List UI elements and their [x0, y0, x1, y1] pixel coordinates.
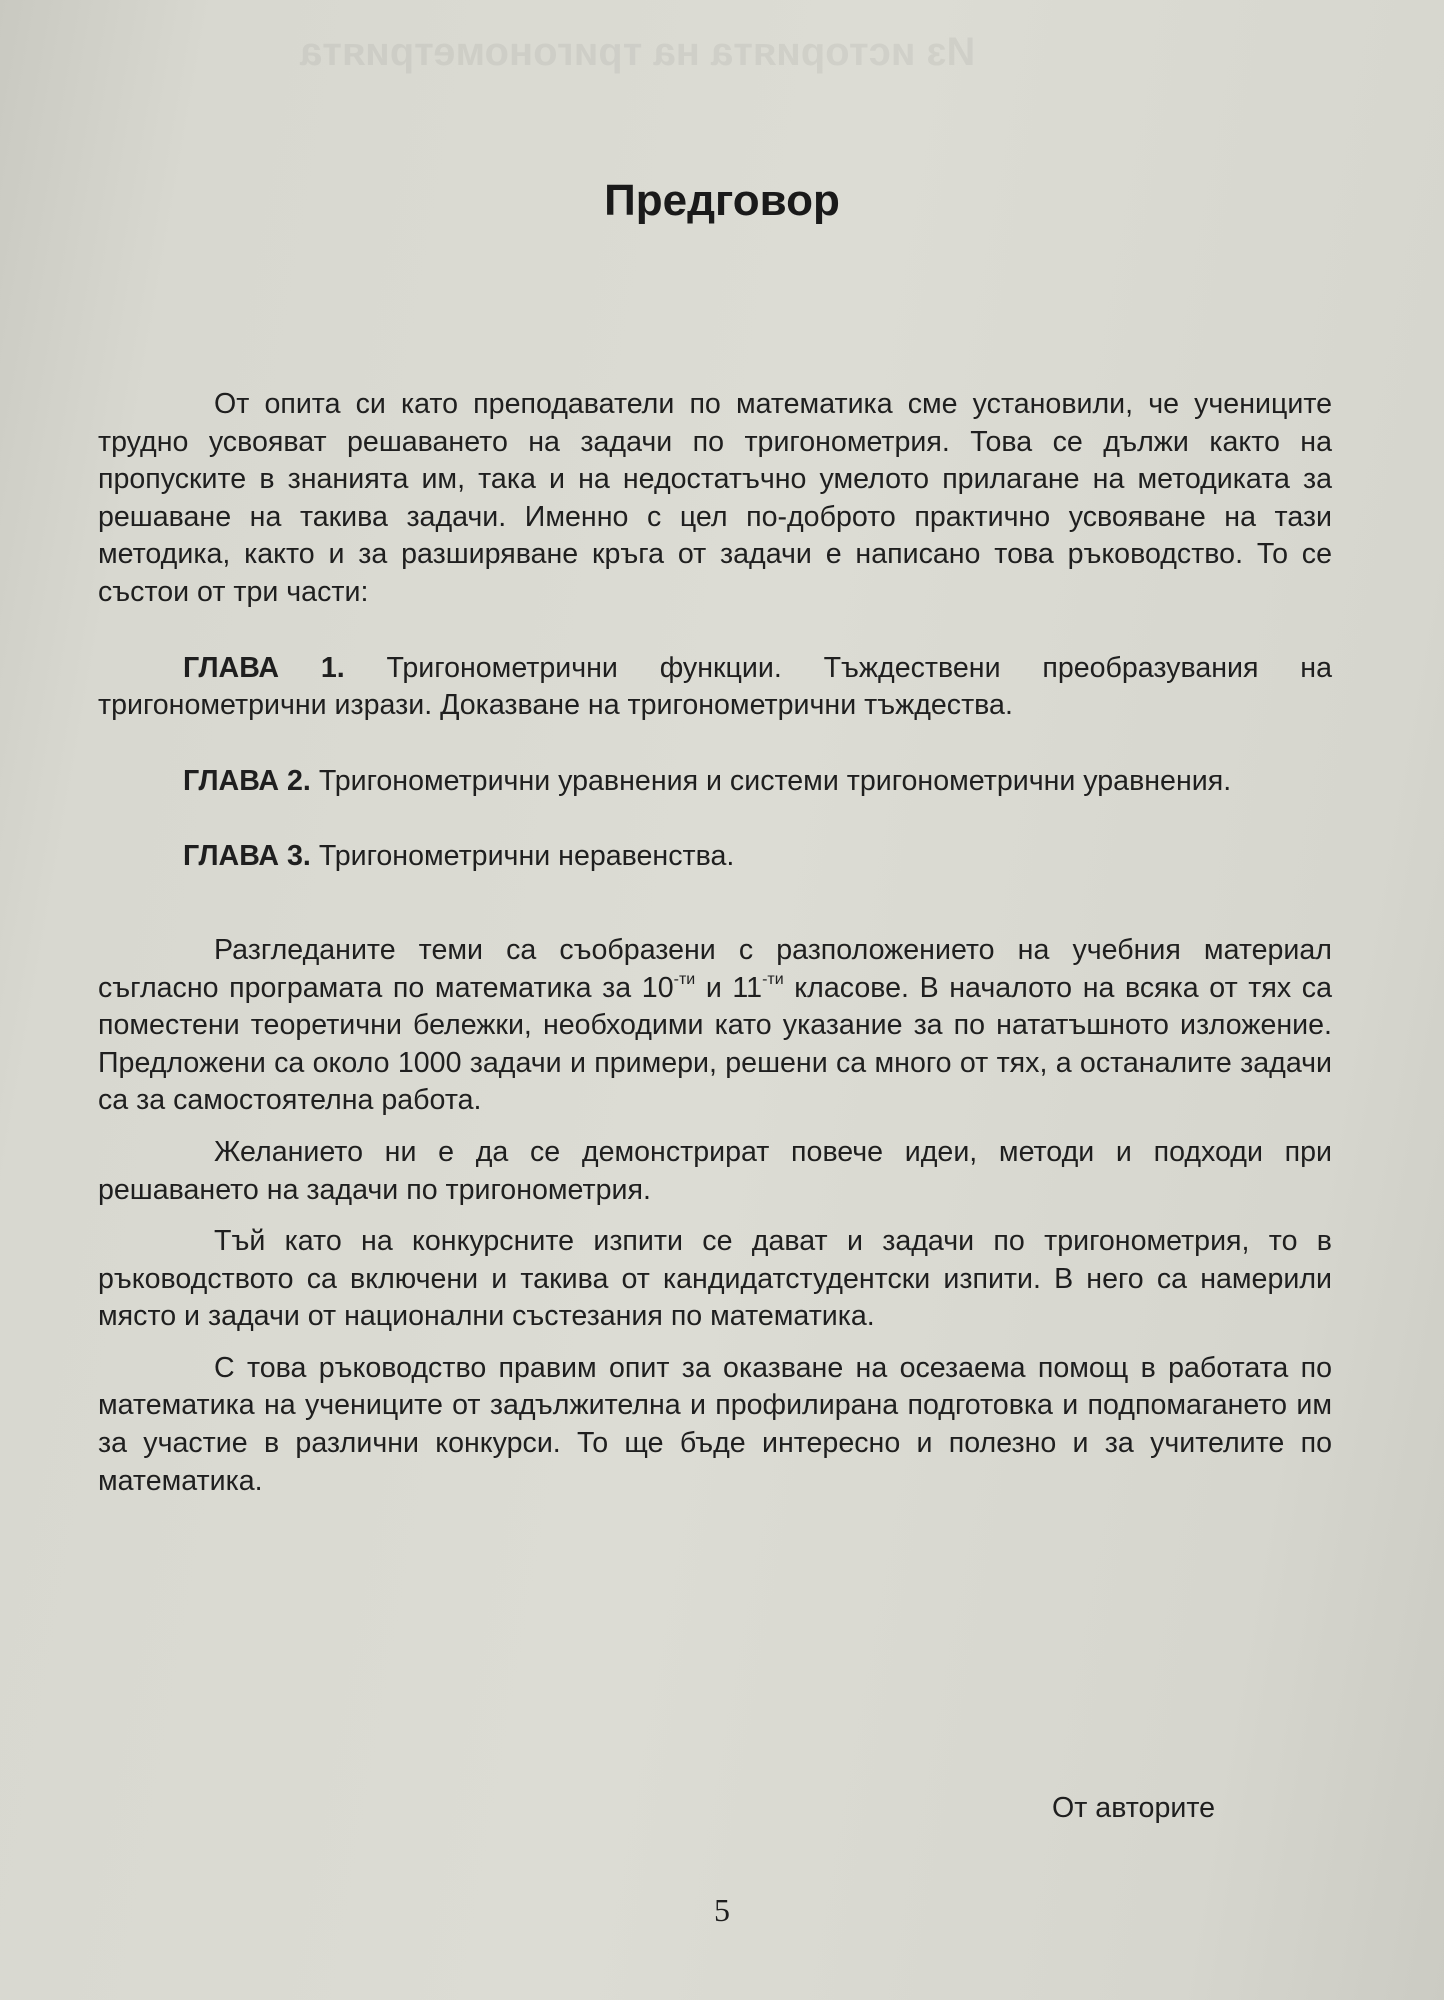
chapter-1-text: Тригонометрични функции. Тъждествени преобразувания на тригонометрични изрази. Доказване на тригонометрични тъждества. — [98, 651, 1332, 722]
chapter-3-text: Тригонометрични неравенства. — [310, 840, 735, 873]
chapter-2-entry — [98, 763, 1332, 801]
chapter-3-entry — [98, 838, 1332, 876]
chapter-2-text: Тригонометрични уравнения и системи тригонометрични уравнения. — [310, 764, 1232, 797]
bleed-through-text: Из историята на тригонометрията — [300, 30, 976, 74]
page-title: Предговор — [604, 176, 840, 225]
superscript-11: -ти — [762, 970, 784, 988]
preface-body — [98, 386, 1332, 1500]
topics-text-c: класове. В началото на всяка от тях са поместени теоретични бележки, необходими като указание за по нататъшното изложение. Предложени са около 1000 задачи и примери, решени са много от тях, а останалите задачи са за самостоятелна работа. — [98, 971, 1332, 1117]
paragraph-exams: Тъй като на конкурсните изпити се дават и задачи по тригонометрия, то в ръководството са включени и такива от кандидатстудентски изпити. В него са намерили място и задачи от национални състезания по математика. — [98, 1225, 1332, 1333]
superscript-10: -ти — [673, 970, 696, 988]
paragraph-wish: Желанието ни е да се демонстрират повече идеи, методи и подходи при решаването на задачи по тригонометрия. — [98, 1135, 1332, 1206]
chapter-2-label: ГЛАВА 2. — [183, 764, 311, 797]
paragraph-help: С това ръководство правим опит за оказване на осезаема помощ в работата по математика на учениците от задължителна и профилирана подготовка и подпомагането им за участие в различни конкурси. То ще бъде интересно и полезно и за учителите по математика. — [98, 1351, 1332, 1497]
paragraph-intro: От опита си като преподаватели по математика сме установили, че учениците трудно усвояват решаването на задачи по тригонометрия. Това се дължи както на пропуските в знанията им, така и на недостатъчно умелото прилагане на методиката за решаване на такива задачи. Именно с цел по-доброто практично усвояване на тази методика, както и за разширяване кръга от задачи е написано това ръководство. То се състои от три части: — [98, 388, 1332, 608]
signature: От авторите — [1052, 1792, 1215, 1824]
topics-text-b: и 11 — [695, 971, 763, 1004]
chapter-1-entry — [98, 650, 1332, 725]
paragraph-topics — [98, 932, 1332, 1120]
chapter-1-label: ГЛАВА 1. — [183, 651, 345, 684]
page-number: 5 — [714, 1892, 730, 1928]
chapter-3-label: ГЛАВА 3. — [183, 840, 311, 873]
topics-text-a: Разгледаните теми са съобразени с разположението на учебния материал съгласно програмата по математика за 10 — [98, 933, 1332, 1004]
